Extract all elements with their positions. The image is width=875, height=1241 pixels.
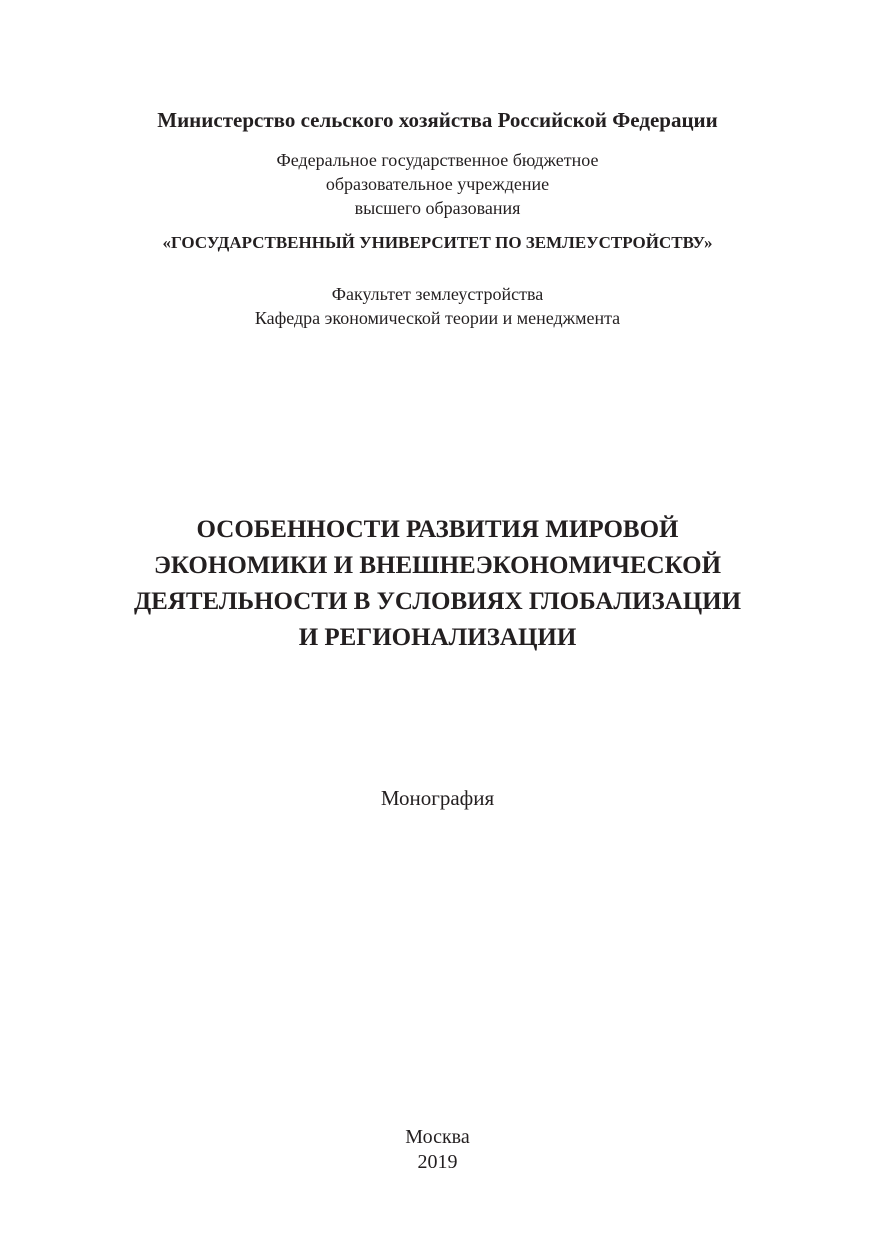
title-line-1: ОСОБЕННОСТИ РАЗВИТИЯ МИРОВОЙ (196, 516, 679, 543)
title-line-3: ДЕЯТЕЛЬНОСТИ В УСЛОВИЯХ ГЛОБАЛИЗАЦИИ (133, 588, 742, 615)
document-type: Монография (380, 786, 495, 810)
university-name: «ГОСУДАРСТВЕННЫЙ УНИВЕРСИТЕТ ПО ЗЕМЛЕУСТРОЙСТВУ» (162, 233, 713, 252)
department-name: Кафедра экономической теории и менеджмента (254, 308, 621, 328)
institution-line-2: образовательное учреждение (325, 174, 550, 194)
publication-year: 2019 (417, 1151, 458, 1173)
publication-city: Москва (405, 1126, 470, 1148)
title-line-2: ЭКОНОМИКИ И ВНЕШНЕЭКОНОМИЧЕСКОЙ (153, 552, 722, 579)
ministry-name: Министерство сельского хозяйства Российской Федерации (157, 108, 718, 132)
faculty-name: Факультет землеустройства (331, 284, 544, 304)
institution-line-1: Федеральное государственное бюджетное (276, 150, 599, 170)
institution-line-3: высшего образования (354, 198, 521, 218)
title-line-4: И РЕГИОНАЛИЗАЦИИ (298, 624, 577, 651)
